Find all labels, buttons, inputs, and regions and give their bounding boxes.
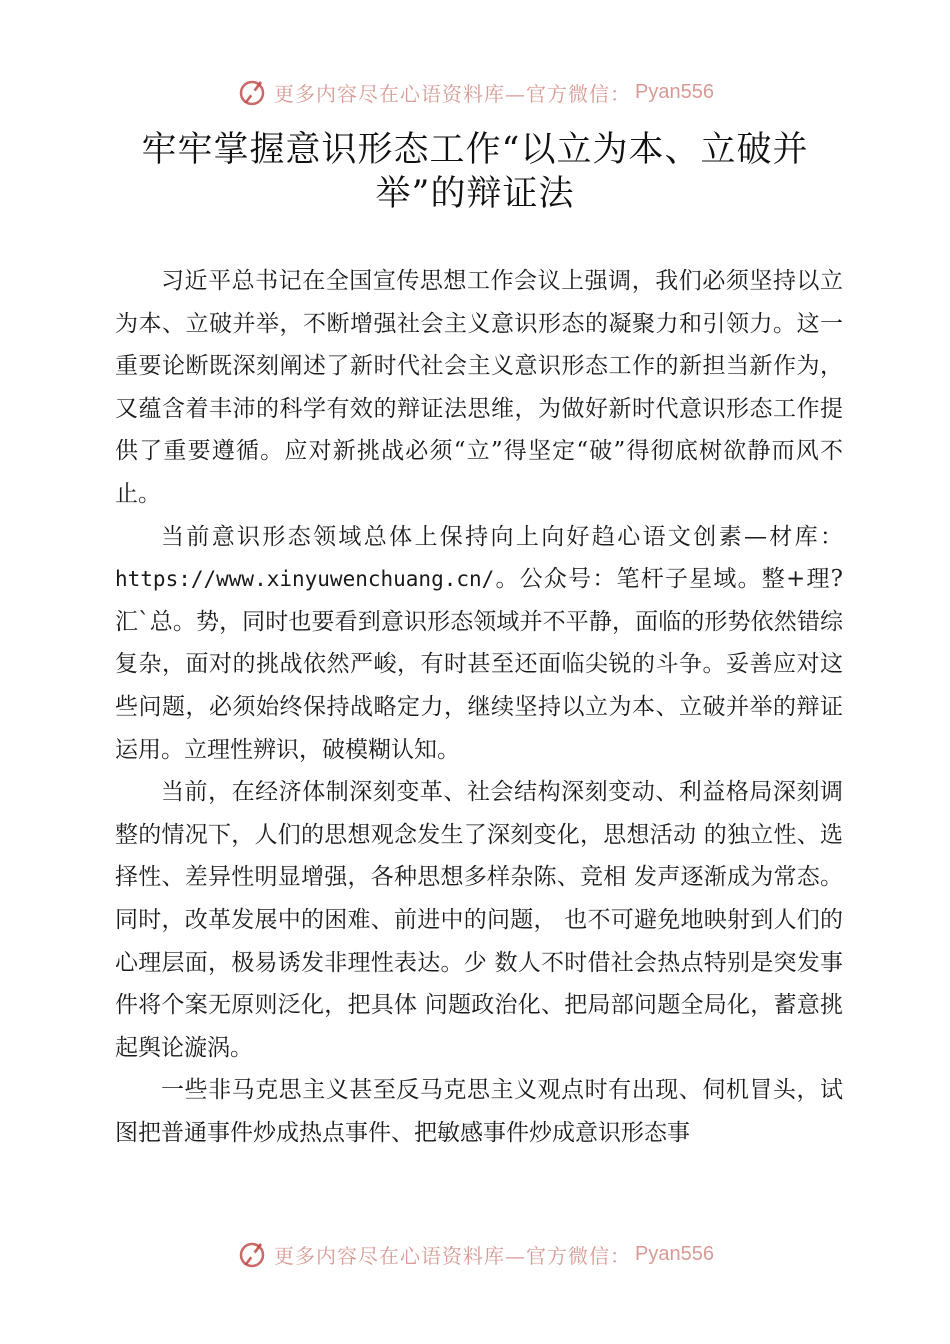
document-body (115, 260, 843, 1154)
header-watermark-banner (0, 72, 950, 112)
header-wechat-id: Pyan556 (635, 80, 714, 103)
paragraph-4: 一些非马克思主义甚至反马克思主义观点时有出现、伺机冒头，试图把普通事件炒成热点事件、把敏感事件炒成意识形态事 (115, 1077, 843, 1146)
paragraph-2 (115, 516, 843, 772)
footer-banner-text: 更多内容尽在心语资料库—官方微信： (274, 1243, 632, 1268)
quill-circle-logo-icon (236, 76, 268, 108)
header-banner-text: 更多内容尽在心语资料库—官方微信： (274, 81, 632, 106)
footer-wechat-id: Pyan556 (635, 1242, 714, 1265)
paragraph-2-url: https://www.xinyuwenchuang.cn/ (115, 567, 495, 592)
paragraph-1: 习近平总书记在全国宣传思想工作会议上强调，我们必须坚持以立为本、立破并举，不断增强社会主义意识形态的凝聚力和引领力。这一重要论断既深刻阐述了新时代社会主义意识形态工作的新担当新作为，又蕴含着丰沛的科学有效的辩证法思维，为做好新时代意识形态工作提供了重要遵循。应对新挑战必须“立”得坚定“破”得彻底树欲静而风不止。 (115, 268, 843, 507)
footer-watermark-banner (0, 1234, 950, 1274)
document-title: 牢牢掌握意识形态工作“以立为本、立破并举”的辩证法 (141, 130, 809, 214)
paragraph-2-lead: 当前意识形态领域总体上保持向上向好趋心语文创素—材库： (161, 523, 843, 550)
quill-circle-logo-icon (236, 1238, 268, 1270)
paragraph-2-rest: 。公众号：笔杆子星域。整+理?汇`总。势，同时也要看到意识形态领域并不平静，面临的形势依然错综复杂，面对的挑战依然严峻，有时甚至还面临尖锐的斗争。妥善应对这些问题，必须始终保持战略定力，继续坚持以立为本、立破并举的辩证运用。立理性辨识，破模糊认知。 (115, 566, 843, 763)
paragraph-3: 当前，在经济体制深刻变革、社会结构深刻变动、利益格局深刻调整的情况下，人们的思想观念发生了深刻变化，思想活动 的独立性、选择性、差异性明显增强，各种思想多样杂陈、竞相 发声逐渐成为常态。同时，改革发展中的困难、前进中的问题， 也不可避免地映射到人们的心理层面，极易诱发非理性表达。少 数人不时借社会热点特别是突发事件将个案无原则泛化，把具体 问题政治化、把局部问题全局化，蓄意挑起舆论漩涡。 (115, 779, 843, 1061)
